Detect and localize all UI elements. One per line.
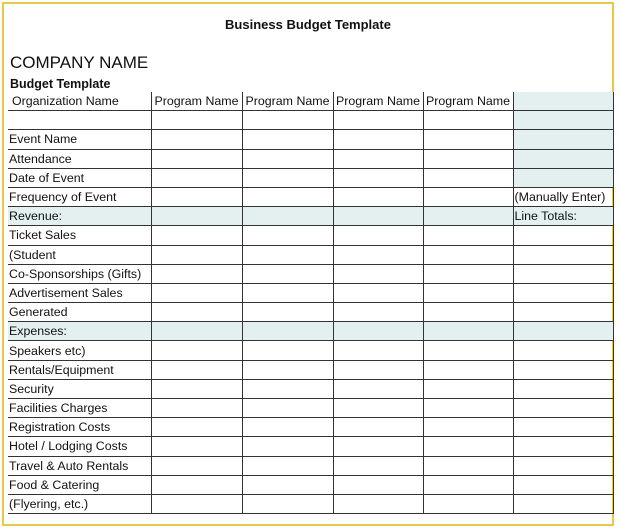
table-row bbox=[8, 475, 613, 494]
line-total-cell[interactable] bbox=[513, 283, 613, 302]
header-row bbox=[8, 92, 613, 111]
program-value-cell[interactable] bbox=[423, 245, 513, 264]
program-value-cell[interactable] bbox=[423, 130, 513, 149]
program-value-cell[interactable] bbox=[423, 475, 513, 494]
program-value-cell[interactable] bbox=[242, 207, 333, 226]
program-value-cell[interactable] bbox=[333, 418, 423, 437]
program-value-cell[interactable] bbox=[423, 168, 513, 187]
line-total-cell[interactable]: Line Totals: bbox=[513, 207, 613, 226]
table-row bbox=[8, 341, 613, 360]
program-name-header[interactable]: Program Name bbox=[423, 92, 513, 111]
program-value-cell[interactable] bbox=[333, 494, 423, 513]
program-value-cell[interactable] bbox=[423, 322, 513, 341]
table-row bbox=[8, 245, 613, 264]
program-value-cell[interactable] bbox=[333, 283, 423, 302]
organization-name-label: Organization Name bbox=[8, 92, 151, 111]
line-total-cell[interactable] bbox=[513, 322, 613, 341]
program-value-cell[interactable] bbox=[423, 494, 513, 513]
row-label: (Flyering, etc.) bbox=[8, 494, 151, 513]
table-row bbox=[8, 283, 613, 302]
program-value-cell[interactable] bbox=[242, 264, 333, 283]
program-value-cell[interactable] bbox=[333, 303, 423, 322]
program-value-cell[interactable] bbox=[333, 379, 423, 398]
document-title: Business Budget Template bbox=[225, 17, 391, 32]
line-total-cell[interactable] bbox=[513, 149, 613, 168]
program-value-cell[interactable] bbox=[423, 456, 513, 475]
program-value-cell[interactable] bbox=[151, 341, 242, 360]
program-value-cell[interactable] bbox=[242, 437, 333, 456]
program-value-cell[interactable] bbox=[423, 207, 513, 226]
table-row bbox=[8, 456, 613, 475]
program-value-cell[interactable] bbox=[333, 245, 423, 264]
program-value-cell[interactable] bbox=[242, 245, 333, 264]
table-row bbox=[8, 399, 613, 418]
line-total-cell[interactable] bbox=[513, 437, 613, 456]
program-value-cell[interactable] bbox=[242, 168, 333, 187]
budget-table bbox=[8, 92, 614, 514]
program-value-cell[interactable] bbox=[423, 399, 513, 418]
program-value-cell[interactable] bbox=[242, 399, 333, 418]
row-label: Hotel / Lodging Costs bbox=[8, 437, 151, 456]
line-total-cell[interactable] bbox=[513, 303, 613, 322]
program-value-cell[interactable] bbox=[151, 168, 242, 187]
row-label: Advertisement Sales bbox=[8, 283, 151, 302]
table-row bbox=[8, 303, 613, 322]
line-total-cell[interactable] bbox=[513, 494, 613, 513]
program-value-cell[interactable] bbox=[423, 111, 513, 130]
program-value-cell[interactable] bbox=[333, 264, 423, 283]
table-row bbox=[8, 360, 613, 379]
row-label: Registration Costs bbox=[8, 418, 151, 437]
line-total-cell[interactable] bbox=[513, 130, 613, 149]
program-value-cell[interactable] bbox=[333, 130, 423, 149]
program-value-cell[interactable] bbox=[333, 149, 423, 168]
row-label: Rentals/Equipment bbox=[8, 360, 151, 379]
program-value-cell[interactable] bbox=[242, 226, 333, 245]
program-value-cell[interactable] bbox=[423, 187, 513, 206]
program-value-cell[interactable] bbox=[151, 360, 242, 379]
program-value-cell[interactable] bbox=[333, 207, 423, 226]
table-row bbox=[8, 130, 613, 149]
row-label: Food & Catering bbox=[8, 475, 151, 494]
program-value-cell[interactable] bbox=[423, 418, 513, 437]
program-value-cell[interactable] bbox=[151, 207, 242, 226]
table-row bbox=[8, 264, 613, 283]
program-name-header[interactable]: Program Name bbox=[151, 92, 242, 111]
program-value-cell[interactable] bbox=[242, 322, 333, 341]
program-name-header[interactable]: Program Name bbox=[333, 92, 423, 111]
program-value-cell[interactable] bbox=[151, 264, 242, 283]
program-name-header[interactable]: Program Name bbox=[242, 92, 333, 111]
row-label: Event Name bbox=[8, 130, 151, 149]
table-row bbox=[8, 149, 613, 168]
line-total-cell[interactable] bbox=[513, 418, 613, 437]
row-label: Security bbox=[8, 379, 151, 398]
program-value-cell[interactable] bbox=[242, 283, 333, 302]
program-value-cell[interactable] bbox=[151, 399, 242, 418]
program-value-cell[interactable] bbox=[333, 226, 423, 245]
program-value-cell[interactable] bbox=[242, 341, 333, 360]
program-value-cell[interactable] bbox=[151, 379, 242, 398]
program-value-cell[interactable] bbox=[423, 437, 513, 456]
program-value-cell[interactable] bbox=[151, 130, 242, 149]
program-value-cell[interactable] bbox=[423, 149, 513, 168]
row-label: Generated bbox=[8, 303, 151, 322]
program-value-cell[interactable] bbox=[151, 418, 242, 437]
program-value-cell[interactable] bbox=[423, 303, 513, 322]
program-value-cell[interactable] bbox=[423, 283, 513, 302]
program-value-cell[interactable] bbox=[333, 360, 423, 379]
row-label: (Student bbox=[8, 245, 151, 264]
table-row bbox=[8, 111, 613, 130]
program-value-cell[interactable] bbox=[333, 322, 423, 341]
row-label: Co-Sponsorships (Gifts) bbox=[8, 264, 151, 283]
program-value-cell[interactable] bbox=[242, 187, 333, 206]
program-value-cell[interactable] bbox=[333, 399, 423, 418]
table-row bbox=[8, 322, 613, 341]
line-total-cell[interactable] bbox=[513, 379, 613, 398]
line-total-cell[interactable] bbox=[513, 226, 613, 245]
program-value-cell[interactable] bbox=[333, 456, 423, 475]
program-value-cell[interactable] bbox=[151, 303, 242, 322]
table-row bbox=[8, 187, 613, 206]
program-value-cell[interactable] bbox=[242, 303, 333, 322]
line-total-cell[interactable] bbox=[513, 399, 613, 418]
program-value-cell[interactable] bbox=[333, 111, 423, 130]
row-label: Travel & Auto Rentals bbox=[8, 456, 151, 475]
program-value-cell[interactable] bbox=[242, 494, 333, 513]
program-value-cell[interactable] bbox=[151, 283, 242, 302]
line-total-cell[interactable] bbox=[513, 360, 613, 379]
row-label: Attendance bbox=[8, 149, 151, 168]
line-total-cell[interactable]: (Manually Enter) bbox=[513, 187, 613, 206]
line-total-cell[interactable] bbox=[513, 168, 613, 187]
program-value-cell[interactable] bbox=[423, 379, 513, 398]
table-row bbox=[8, 418, 613, 437]
program-value-cell[interactable] bbox=[242, 456, 333, 475]
line-total-cell[interactable] bbox=[513, 111, 613, 130]
program-value-cell[interactable] bbox=[151, 475, 242, 494]
table-row bbox=[8, 437, 613, 456]
program-value-cell[interactable] bbox=[151, 494, 242, 513]
program-value-cell[interactable] bbox=[151, 149, 242, 168]
program-value-cell[interactable] bbox=[151, 187, 242, 206]
row-label: Date of Event bbox=[8, 168, 151, 187]
program-value-cell[interactable] bbox=[151, 226, 242, 245]
program-value-cell[interactable] bbox=[242, 111, 333, 130]
program-value-cell[interactable] bbox=[151, 245, 242, 264]
line-total-cell[interactable] bbox=[513, 341, 613, 360]
line-total-cell[interactable] bbox=[513, 475, 613, 494]
program-value-cell[interactable] bbox=[423, 341, 513, 360]
program-value-cell[interactable] bbox=[333, 475, 423, 494]
line-total-cell[interactable] bbox=[513, 245, 613, 264]
row-label: Frequency of Event bbox=[8, 187, 151, 206]
budget-subtitle: Budget Template bbox=[10, 77, 111, 91]
program-value-cell[interactable] bbox=[242, 130, 333, 149]
program-value-cell[interactable] bbox=[242, 379, 333, 398]
program-value-cell[interactable] bbox=[242, 418, 333, 437]
table-row bbox=[8, 379, 613, 398]
table-row bbox=[8, 168, 613, 187]
row-label bbox=[8, 111, 151, 130]
program-value-cell[interactable] bbox=[423, 360, 513, 379]
line-total-cell[interactable] bbox=[513, 456, 613, 475]
row-label: Revenue: bbox=[8, 207, 151, 226]
program-value-cell[interactable] bbox=[423, 264, 513, 283]
program-value-cell[interactable] bbox=[242, 475, 333, 494]
row-label: Facilities Charges bbox=[8, 399, 151, 418]
table-row bbox=[8, 207, 613, 226]
program-value-cell[interactable] bbox=[333, 341, 423, 360]
program-value-cell[interactable] bbox=[333, 187, 423, 206]
program-value-cell[interactable] bbox=[242, 360, 333, 379]
program-value-cell[interactable] bbox=[333, 437, 423, 456]
row-label: Speakers etc) bbox=[8, 341, 151, 360]
program-value-cell[interactable] bbox=[242, 149, 333, 168]
company-name: COMPANY NAME bbox=[10, 53, 149, 72]
program-value-cell[interactable] bbox=[423, 226, 513, 245]
row-label: Ticket Sales bbox=[8, 226, 151, 245]
program-value-cell[interactable] bbox=[151, 322, 242, 341]
program-value-cell[interactable] bbox=[333, 168, 423, 187]
totals-header-cell[interactable] bbox=[513, 92, 613, 111]
line-total-cell[interactable] bbox=[513, 264, 613, 283]
program-value-cell[interactable] bbox=[151, 437, 242, 456]
program-value-cell[interactable] bbox=[151, 111, 242, 130]
table-row bbox=[8, 494, 613, 513]
table-row bbox=[8, 226, 613, 245]
program-value-cell[interactable] bbox=[151, 456, 242, 475]
row-label: Expenses: bbox=[8, 322, 151, 341]
